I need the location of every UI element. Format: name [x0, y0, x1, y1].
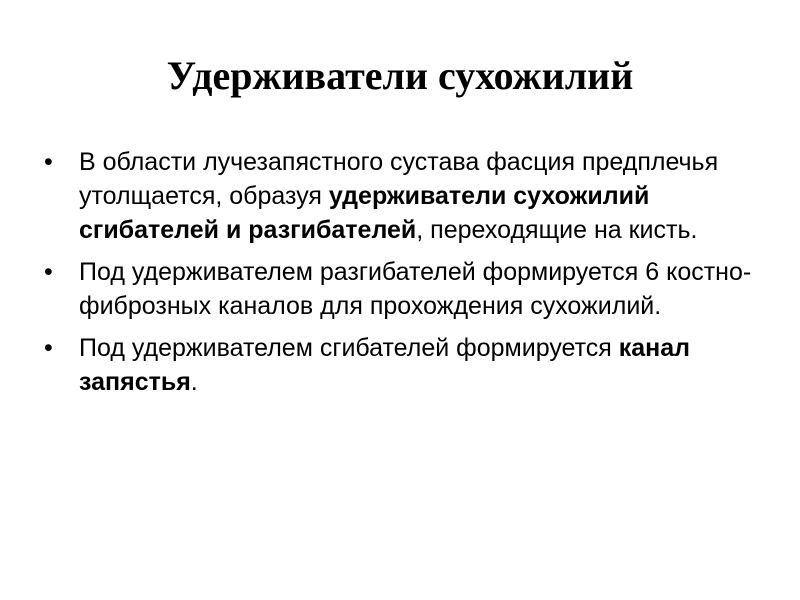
bullet-item	[44, 145, 764, 247]
bullet-dot: •	[44, 258, 53, 286]
bullet-list	[44, 145, 764, 407]
slide-title: Удерживатели сухожилий	[166, 53, 634, 98]
bullet-dot: •	[44, 148, 53, 176]
bullet-dot: •	[44, 334, 53, 362]
bullet-text-segment: , переходящие на кисть.	[416, 216, 698, 244]
bullet-item	[44, 255, 764, 323]
bullet-text-bold: удерживатели сухожилий сгибателей и разгибателей	[79, 182, 650, 244]
bullet-item	[44, 331, 764, 399]
bullet-text-segment: Под удерживателем сгибателей формируется	[79, 334, 619, 362]
bullet-text-segment: Под удерживателем разгибателей формируется 6 костно-фиброзных каналов для прохождения сухожилий.	[79, 258, 752, 320]
bullet-text-segment: В области лучезапястного сустава фасция предплечья утолщается, образуя	[79, 148, 719, 210]
bullet-text-bold: канал запястья	[79, 334, 691, 396]
bullet-text-segment: .	[190, 368, 198, 396]
